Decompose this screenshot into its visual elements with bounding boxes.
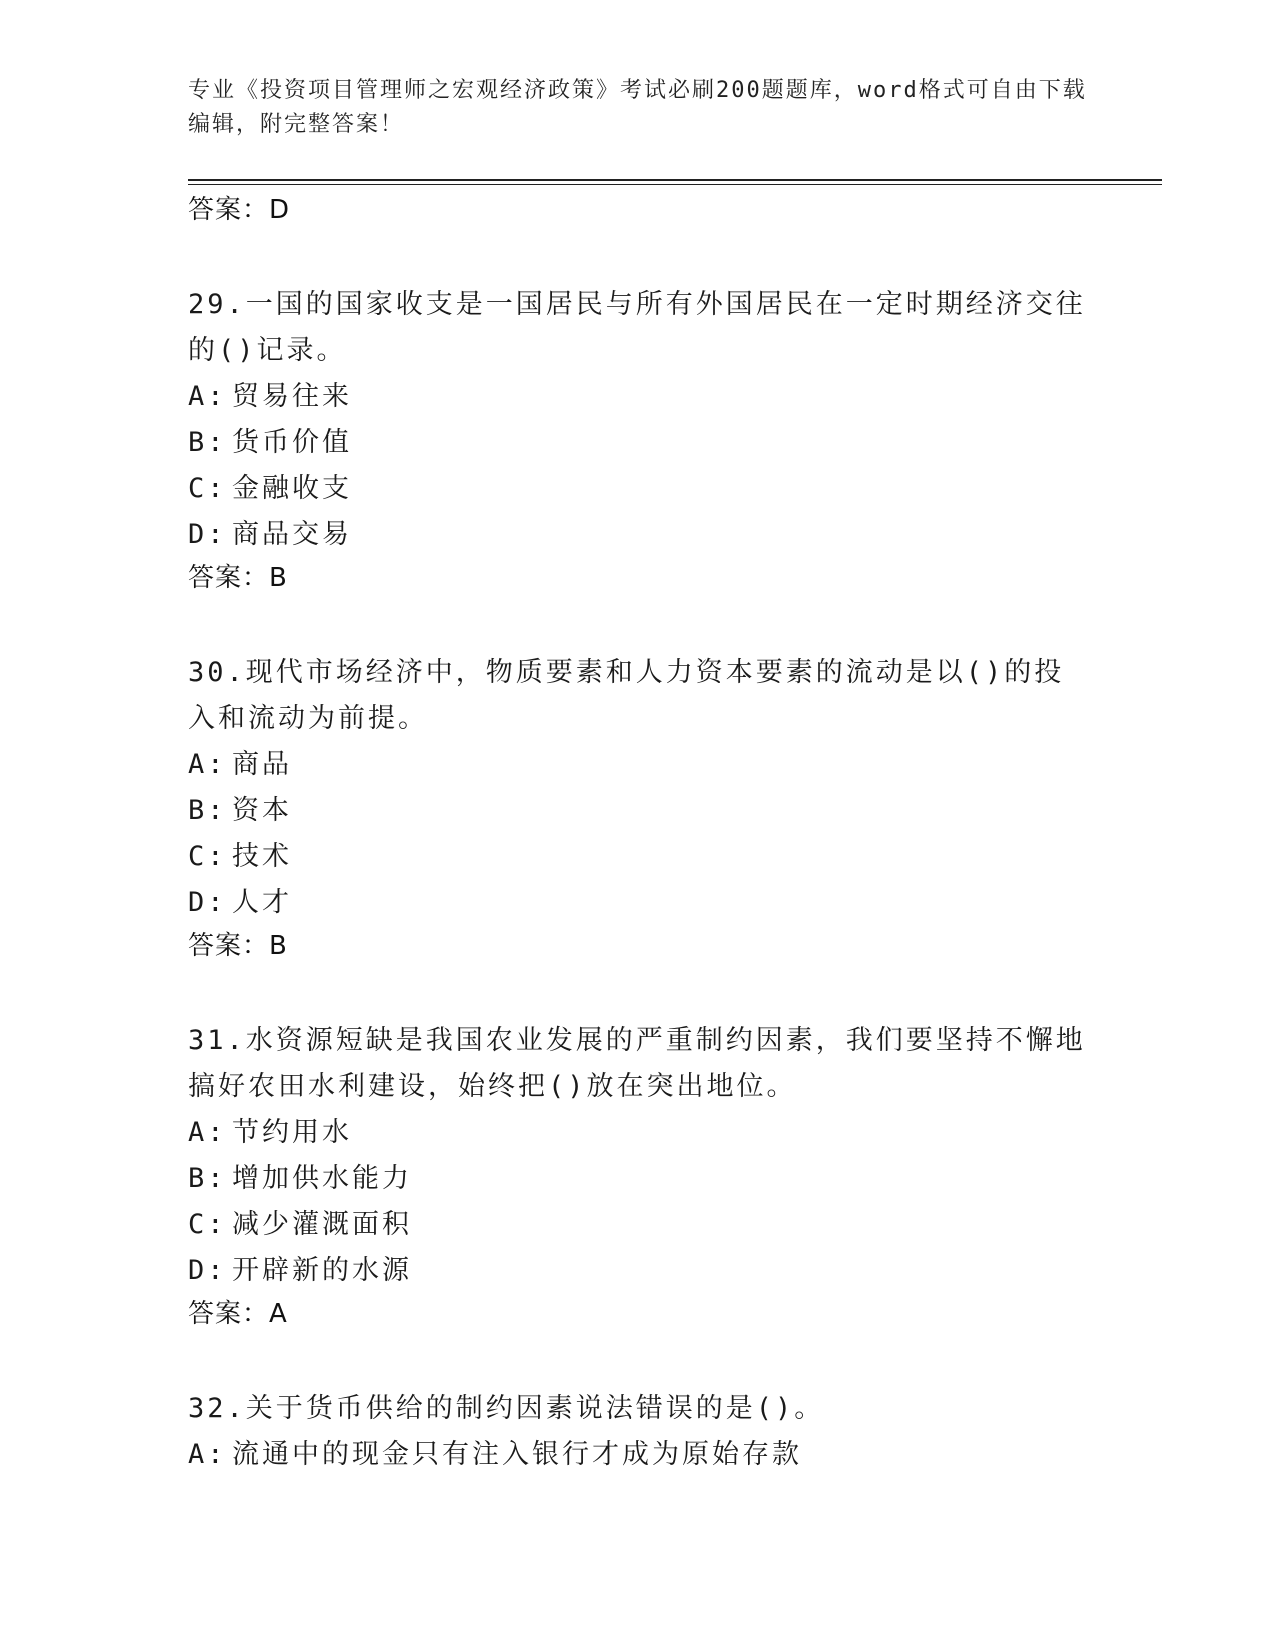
question-block bbox=[188, 1018, 1088, 1340]
option-letter: B: bbox=[188, 427, 227, 458]
question-block bbox=[188, 282, 1088, 604]
question-list bbox=[188, 190, 1088, 1524]
option-letter: C: bbox=[188, 841, 227, 872]
option-row bbox=[188, 1202, 1088, 1248]
option-text: 减少灌溉面积 bbox=[232, 1209, 412, 1240]
option-text: 流通中的现金只有注入银行才成为原始存款 bbox=[232, 1439, 802, 1470]
question-stem: 29.一国的国家收支是一国居民与所有外国居民在一定时期经济交往的()记录。 bbox=[188, 289, 1086, 366]
option-row bbox=[188, 788, 1088, 834]
option-row bbox=[188, 1432, 1088, 1478]
option-row bbox=[188, 420, 1088, 466]
option-text: 商品 bbox=[232, 749, 292, 780]
option-letter: A: bbox=[188, 749, 227, 780]
option-letter: D: bbox=[188, 1255, 227, 1286]
option-text: 节约用水 bbox=[232, 1117, 352, 1148]
option-row bbox=[188, 1156, 1088, 1202]
option-text: 开辟新的水源 bbox=[232, 1255, 412, 1286]
option-text: 金融收支 bbox=[232, 473, 352, 504]
document-header: 专业《投资项目管理师之宏观经济政策》考试必刷200题题库，word格式可自由下载编辑，附完整答案！ bbox=[188, 78, 1087, 137]
option-letter: C: bbox=[188, 473, 227, 504]
option-letter: A: bbox=[188, 1117, 227, 1148]
option-text: 商品交易 bbox=[232, 519, 352, 550]
option-text: 贸易往来 bbox=[232, 381, 352, 412]
option-letter: D: bbox=[188, 519, 227, 550]
question-block bbox=[188, 650, 1088, 972]
option-row bbox=[188, 880, 1088, 926]
option-letter: A: bbox=[188, 381, 227, 412]
option-text: 资本 bbox=[232, 795, 292, 826]
option-row bbox=[188, 512, 1088, 558]
option-text: 技术 bbox=[232, 841, 292, 872]
option-row bbox=[188, 1110, 1088, 1156]
option-row bbox=[188, 742, 1088, 788]
option-row bbox=[188, 466, 1088, 512]
answer-line: 答案：A bbox=[188, 1299, 288, 1329]
option-row bbox=[188, 834, 1088, 880]
option-text: 人才 bbox=[232, 887, 292, 918]
option-letter: B: bbox=[188, 1163, 227, 1194]
answer-line: 答案：B bbox=[188, 931, 288, 961]
option-text: 增加供水能力 bbox=[232, 1163, 412, 1194]
option-letter: D: bbox=[188, 887, 227, 918]
answer-line: 答案：B bbox=[188, 563, 288, 593]
option-letter: A: bbox=[188, 1439, 227, 1470]
option-text: 货币价值 bbox=[232, 427, 352, 458]
question-stem: 31.水资源短缺是我国农业发展的严重制约因素，我们要坚持不懈地搞好农田水利建设，始终把()放在突出地位。 bbox=[188, 1025, 1086, 1102]
option-letter: C: bbox=[188, 1209, 227, 1240]
option-row bbox=[188, 1248, 1088, 1294]
question-stem: 32.关于货币供给的制约因素说法错误的是()。 bbox=[188, 1393, 825, 1424]
question-block bbox=[188, 1386, 1088, 1478]
option-row bbox=[188, 374, 1088, 420]
header-divider-thick bbox=[188, 179, 1162, 181]
question-stem: 30.现代市场经济中，物质要素和人力资本要素的流动是以()的投入和流动为前提。 bbox=[188, 657, 1065, 734]
header-divider-thin bbox=[188, 184, 1162, 185]
answer-line: 答案：D bbox=[188, 195, 291, 225]
option-letter: B: bbox=[188, 795, 227, 826]
